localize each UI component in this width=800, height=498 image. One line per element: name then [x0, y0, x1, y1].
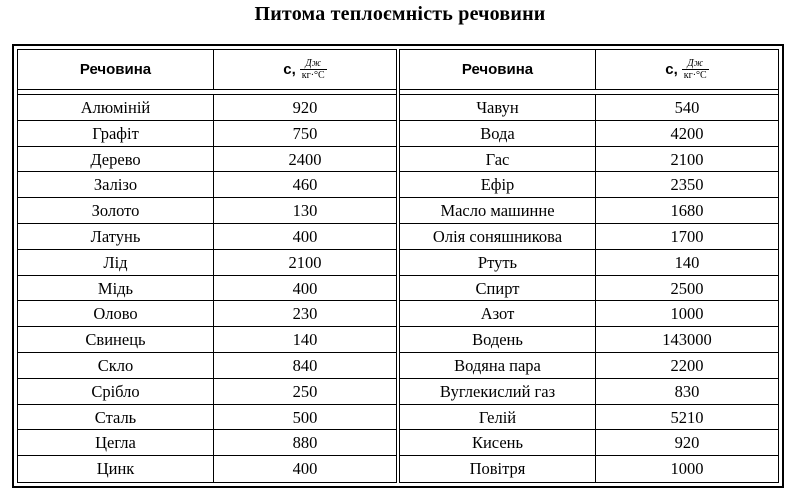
heat-capacity-value: 400 [292, 278, 318, 298]
table-row [400, 456, 778, 482]
table-row [400, 172, 778, 198]
heat-capacity-value: 140 [292, 330, 318, 350]
table-row [18, 301, 396, 327]
table-row [18, 198, 396, 224]
table-body [400, 95, 778, 482]
substance-name: Водяна пара [400, 353, 596, 378]
substance-name: Вода [400, 121, 596, 146]
heat-capacity-value: 1700 [670, 226, 704, 246]
header-symbol: c, [283, 61, 296, 78]
substance-name: Спирт [400, 276, 596, 301]
header-substance: Речовина [18, 50, 214, 89]
table-row [18, 456, 396, 482]
heat-capacity-value: 230 [292, 304, 318, 324]
header-heat-capacity [596, 50, 778, 89]
table-row [400, 430, 778, 456]
substance-name: Дерево [18, 147, 214, 172]
table-row [18, 147, 396, 173]
substance-name: Чавун [400, 95, 596, 120]
table-header [18, 50, 396, 90]
table-row [18, 405, 396, 431]
table-row [18, 379, 396, 405]
unit-denominator: кг·°C [683, 70, 707, 81]
table-row [400, 353, 778, 379]
table-row [400, 405, 778, 431]
heat-capacity-value: 880 [292, 433, 318, 453]
heat-capacity-value: 400 [292, 459, 318, 479]
unit-denominator: кг·°C [301, 70, 325, 81]
substance-name: Лід [18, 250, 214, 275]
substance-name: Олія соняшникова [400, 224, 596, 249]
substance-name: Водень [400, 327, 596, 352]
substance-name: Цегла [18, 430, 214, 455]
table-row [400, 121, 778, 147]
table-left [17, 49, 397, 483]
table-row [400, 379, 778, 405]
heat-capacity-value: 130 [292, 201, 318, 221]
substance-name: Повітря [400, 456, 596, 482]
substance-name: Золото [18, 198, 214, 223]
heat-capacity-value: 140 [674, 252, 700, 272]
table-frame [12, 44, 784, 488]
table-row [18, 276, 396, 302]
substance-name: Алюміній [18, 95, 214, 120]
heat-capacity-value: 2200 [670, 355, 704, 375]
substance-name: Залізо [18, 172, 214, 197]
heat-capacity-value: 400 [292, 226, 318, 246]
heat-capacity-value: 500 [292, 407, 318, 427]
substance-name: Ефір [400, 172, 596, 197]
substance-name: Вуглекислий газ [400, 379, 596, 404]
header-substance: Речовина [400, 50, 596, 89]
heat-capacity-value: 4200 [670, 123, 704, 143]
heat-capacity-value: 2400 [288, 149, 322, 169]
table-header [400, 50, 778, 90]
page-title: Питома теплоємність речовини [254, 3, 546, 25]
header-heat-capacity [214, 50, 396, 89]
substance-name: Гелій [400, 405, 596, 430]
substance-name: Мідь [18, 276, 214, 301]
substance-name: Сталь [18, 405, 214, 430]
table-row [400, 301, 778, 327]
heat-capacity-value: 143000 [662, 330, 712, 350]
substance-name: Ртуть [400, 250, 596, 275]
substance-name: Свинець [18, 327, 214, 352]
heat-capacity-value: 2100 [288, 252, 322, 272]
table-row [18, 224, 396, 250]
substance-name: Скло [18, 353, 214, 378]
heat-capacity-value: 540 [674, 98, 700, 117]
substance-name: Гас [400, 147, 596, 172]
unit-numerator: Дж [305, 58, 322, 69]
heat-capacity-value: 920 [674, 433, 700, 453]
heat-capacity-value: 920 [292, 98, 318, 117]
table-row [18, 95, 396, 121]
unit-fraction [682, 58, 709, 81]
table-row [400, 95, 778, 121]
heat-capacity-value: 1000 [670, 459, 704, 479]
substance-name: Масло машинне [400, 198, 596, 223]
substance-name: Цинк [18, 456, 214, 482]
heat-capacity-value: 5210 [670, 407, 704, 427]
table-row [400, 198, 778, 224]
table-row [18, 172, 396, 198]
heat-capacity-value: 460 [292, 175, 318, 195]
heat-capacity-value: 830 [674, 381, 700, 401]
heat-capacity-value: 2100 [670, 149, 704, 169]
heat-capacity-value: 840 [292, 355, 318, 375]
table-row [400, 327, 778, 353]
substance-name: Кисень [400, 430, 596, 455]
table-row [18, 327, 396, 353]
heat-capacity-value: 250 [292, 381, 318, 401]
heat-capacity-value: 2350 [670, 175, 704, 195]
table-row [18, 353, 396, 379]
substance-name: Срібло [18, 379, 214, 404]
table-row [400, 250, 778, 276]
table-row [18, 430, 396, 456]
substance-name: Азот [400, 301, 596, 326]
table-row [18, 121, 396, 147]
table-row [18, 250, 396, 276]
heat-capacity-value: 1000 [670, 304, 704, 324]
unit-numerator: Дж [687, 58, 704, 69]
heat-capacity-value: 750 [292, 123, 318, 143]
table-right [399, 49, 779, 483]
substance-name: Графіт [18, 121, 214, 146]
heat-capacity-value: 2500 [670, 278, 704, 298]
substance-name: Латунь [18, 224, 214, 249]
header-symbol: c, [665, 61, 678, 78]
table-row [400, 276, 778, 302]
table-body [18, 95, 396, 482]
heat-capacity-value: 1680 [670, 201, 704, 221]
unit-fraction [300, 58, 327, 81]
table-row [400, 224, 778, 250]
substance-name: Олово [18, 301, 214, 326]
table-row [400, 147, 778, 173]
